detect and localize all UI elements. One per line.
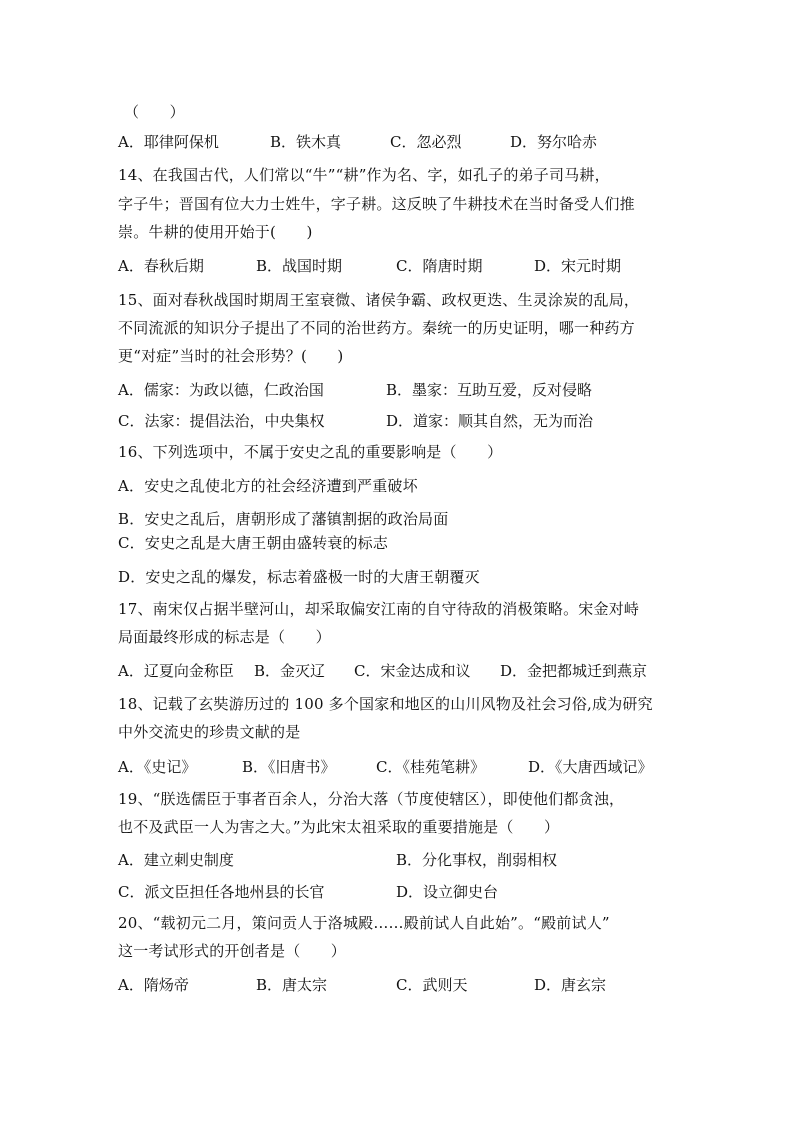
q20-option-a: A．隋炀帝 [118, 976, 189, 994]
q20-stem-line-2: 这一考试形式的开创者是（ ） [118, 942, 347, 960]
q18-stem-line-2: 中外交流史的珍贵文献的是 [118, 723, 301, 741]
q16-option-a: A．安史之乱使北方的社会经济遭到严重破坏 [118, 477, 418, 495]
q17-stem-line-1: 17、南宋仅占据半壁河山，却采取偏安江南的自守待敌的消极策略。宋金对峙 [118, 600, 640, 618]
q15-stem-line-2: 不同流派的知识分子提出了不同的治世药方。秦统一的历史证明，哪一种药方 [118, 319, 635, 337]
q15-option-c: C．法家：提倡法治，中央集权 [118, 412, 325, 430]
q17-option-c: C．宋金达成和议 [354, 662, 471, 680]
q19-option-b: B．分化事权，削弱相权 [396, 851, 558, 869]
q16-option-d: D．安史之乱的爆发，标志着盛极一时的大唐王朝覆灭 [118, 568, 480, 586]
q14-option-c: C．隋唐时期 [396, 257, 483, 275]
q14-stem-line-1: 14、在我国古代，人们常以“牛”“耕”作为名、字，如孔子的弟子司马耕， [118, 166, 610, 184]
q14-option-a: A．春秋后期 [118, 257, 204, 275]
q20-option-d: D．唐玄宗 [534, 976, 607, 994]
q13-answer-bracket: （ ） [124, 103, 185, 121]
q18-option-d: D．《大唐西域记》 [528, 758, 653, 776]
q17-option-b: B．金灭辽 [254, 662, 326, 680]
q19-option-d: D．设立御史台 [396, 883, 499, 901]
q14-stem-line-2: 字子牛；晋国有位大力士姓牛，字子耕。这反映了牛耕技术在当时备受人们推 [118, 195, 635, 213]
q19-stem-line-2: 也不及武臣一人为害之大。”为此宋太祖采取的重要措施是（ ） [118, 818, 560, 836]
q14-option-d: D．宋元时期 [534, 257, 622, 275]
q15-stem-line-3: 更“对症”当时的社会形势？( ) [118, 347, 344, 365]
q19-option-a: A．建立刺史制度 [118, 851, 234, 869]
q19-stem-line-1: 19、“朕选儒臣于事者百余人，分治大落（节度使辖区），即使他们都贪浊， [118, 790, 625, 808]
q20-stem-line-1: 20、“载初元二月，策问贡人于洛城殿……殿前试人自此始”。“殿前试人” [118, 914, 610, 932]
q13-option-b: B．铁木真 [270, 133, 342, 151]
q16-stem-line-1: 16、下列选项中，不属于安史之乱的重要影响是（ ） [118, 443, 503, 461]
q17-stem-line-2: 局面最终形成的标志是（ ） [118, 628, 331, 646]
q13-option-a: A．耶律阿保机 [118, 133, 219, 151]
q15-stem-line-1: 15、面对春秋战国时期周王室衰微、诸侯争霸、政权更迭、生灵涂炭的乱局， [118, 291, 640, 309]
q15-option-a: A．儒家：为政以德，仁政治国 [118, 381, 324, 399]
q15-option-d: D．道家：顺其自然，无为而治 [386, 412, 594, 430]
q13-option-c: C．忽必烈 [390, 133, 462, 151]
q16-option-b: B．安史之乱后，唐朝形成了藩镇割据的政治局面 [118, 510, 449, 528]
q17-option-d: D．金把都城迁到燕京 [500, 662, 648, 680]
q15-option-b: B．墨家：互助互爱，反对侵略 [386, 381, 593, 399]
q19-option-c: C．派文臣担任各地州县的长官 [118, 883, 325, 901]
q14-stem-line-3: 崇。牛耕的使用开始于( ) [118, 223, 313, 241]
q16-option-c: C．安史之乱是大唐王朝由盛转衰的标志 [118, 534, 389, 552]
q14-option-b: B．战国时期 [256, 257, 343, 275]
q18-stem-line-1: 18、记载了玄奘游历过的 100 多个国家和地区的山川风物及社会习俗,成为研究 [118, 695, 653, 713]
q18-option-c: C．《桂苑笔耕》 [376, 758, 485, 776]
q20-option-b: B．唐太宗 [256, 976, 328, 994]
q20-option-c: C．武则天 [396, 976, 468, 994]
q17-option-a: A．辽夏向金称臣 [118, 662, 234, 680]
q13-option-d: D．努尔哈赤 [510, 133, 598, 151]
q18-option-a: A．《史记》 [118, 758, 197, 776]
q18-option-b: B．《旧唐书》 [242, 758, 336, 776]
